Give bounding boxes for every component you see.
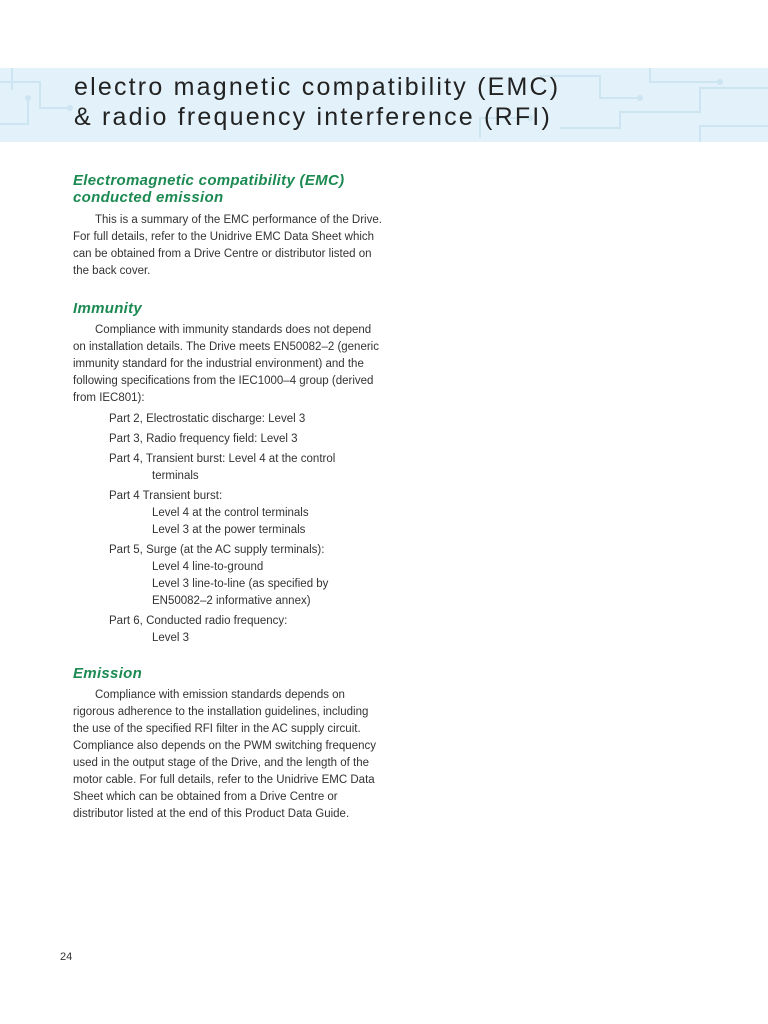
heading-line-1: Electromagnetic compatibility (EMC) [73,172,345,189]
list-item [109,411,383,428]
paragraph: Compliance with immunity standards does not depend on installation details. The Drive meets EN50082–2 (generic immunity standard for the industrial environment) and the following specifications from the IEC1000–4 group (derived from IEC801): [73,324,379,404]
part-title: Part 2, Electrostatic discharge: Level 3 [109,413,306,425]
page-title [74,72,560,132]
page-title-line-1: electro magnetic compatibility (EMC) [74,73,561,101]
list-item [109,431,383,448]
part-title: Part 5, Surge (at the AC supply terminals): [109,544,325,556]
list-item [109,542,383,610]
part-detail: Level 3 at the power terminals [152,524,306,536]
list-item [109,451,383,485]
part-detail: EN50082–2 informative annex) [152,595,311,607]
main-content [73,172,383,823]
section-conducted-emission [73,172,383,280]
paragraph: This is a summary of the EMC performance of the Drive. For full details, refer to the Unidrive EMC Data Sheet which can be obtained from a Drive Centre or distributor listed on the back cover. [73,214,382,277]
section-emission [73,665,383,823]
paragraph: Compliance with emission standards depends on rigorous adherence to the installation guidelines, including the use of the specified RFI filter in the AC supply circuit. Compliance also depends on the PWM switching frequency used in the output stage of the Drive, and the length of the motor cable. For full details, refer to the Unidrive EMC Data Sheet which can be obtained from a Drive Centre or distributor listed at the end of this Product Data Guide. [73,689,376,820]
part-title: Part 4, Transient burst: Level 4 at the control [109,453,336,465]
list-item [109,488,383,539]
part-detail: Level 3 line-to-line (as specified by [152,578,329,590]
heading-line-2: conducted emission [73,189,224,206]
part-detail: terminals [152,470,199,482]
section-heading: Immunity [73,300,143,317]
section-heading [73,172,383,206]
page-title-line-2: & radio frequency interference (RFI) [74,103,552,131]
part-title: Part 6, Conducted radio frequency: [109,615,288,627]
part-detail: Level 4 at the control terminals [152,507,309,519]
part-detail: Level 3 [152,632,190,644]
page-number: 24 [60,951,73,963]
section-heading: Emission [73,665,143,682]
part-title: Part 4 Transient burst: [109,490,223,502]
list-item [109,613,383,647]
part-detail: Level 4 line-to-ground [152,561,264,573]
part-title: Part 3, Radio frequency field: Level 3 [109,433,298,445]
immunity-parts-list [73,411,383,647]
section-immunity [73,300,383,647]
